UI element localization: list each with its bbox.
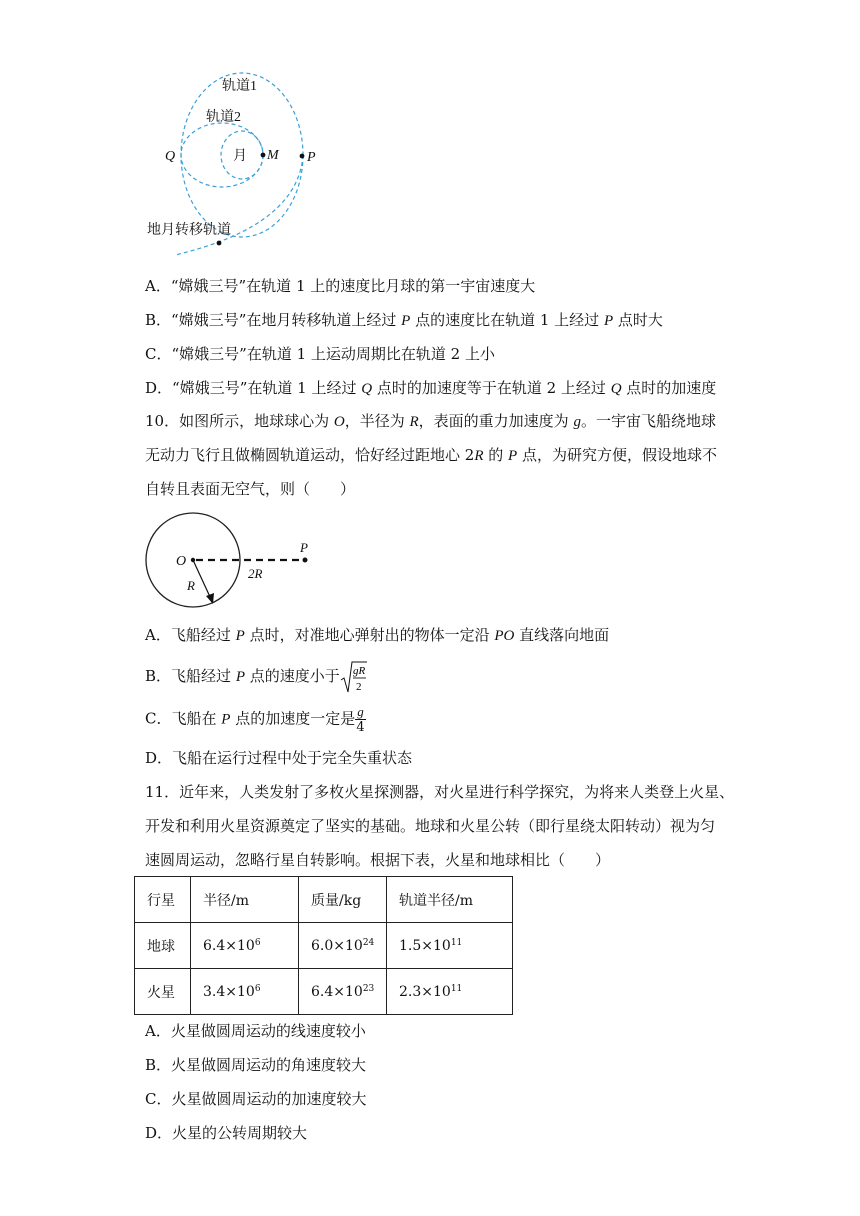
radius-r-label: R (187, 578, 195, 593)
orbit-1-label: 轨道1 (222, 79, 257, 94)
point-p-dot (300, 154, 305, 159)
point-p-label: P (300, 540, 308, 555)
planet-data-table (134, 876, 513, 1015)
point-p-label: P (307, 150, 316, 165)
point-q-label: Q (165, 149, 176, 164)
q9-option-a: A．“嫦娥三号”在轨道 1 上的速度比月球的第一宇宙速度大 (145, 277, 536, 295)
q10-option-c: C．飞船在 P 点的加速度一定是 $\frac{g}{4}$ (145, 704, 365, 735)
earth-diagram (140, 512, 325, 612)
q10-stem-line-2: 无动力飞行且做椭圆轨道运动，恰好经过距地心 2R 的 P 点，为研究方便，假设地球不 (145, 446, 717, 464)
transfer-orbit-path (175, 155, 303, 255)
point-m-label: M (267, 148, 279, 163)
lunar-orbit-diagram (140, 70, 340, 260)
q11-option-c: C．火星做圆周运动的加速度较大 (145, 1090, 367, 1108)
q11-stem-line-3: 速圆周运动，忽略行星自转影响。根据下表，火星和地球相比（ ） (145, 851, 611, 869)
q11-option-a: A．火星做圆周运动的线速度较小 (145, 1022, 366, 1040)
fraction-g-over-4: $\frac{g}{4}$ (356, 704, 365, 735)
sqrt-gr-over-2 (340, 660, 368, 694)
table-header-row: 行星 半径/m 质量/kg 轨道半径/m (135, 877, 513, 923)
q11-stem-line-2: 开发和利用火星资源奠定了坚实的基础。地球和火星公转（即行星绕太阳转动）视为匀 (145, 817, 716, 835)
point-m-dot (261, 153, 266, 158)
q10-option-a: A．飞船经过 P 点时，对准地心弹射出的物体一定沿 PO 直线落向地面 (145, 626, 610, 644)
orbit-2-label: 轨道2 (206, 110, 241, 125)
center-o-label: O (176, 554, 187, 569)
q11-option-d: D．火星的公转周期较大 (145, 1124, 308, 1142)
radius-arrow (193, 560, 211, 599)
table-row: 火星 $3.4\times 10^6$ $6.4\times 10^{23}$ $2.3\times 10^{11}$ (135, 969, 513, 1015)
q9-option-c: C．“嫦娥三号”在轨道 1 上运动周期比在轨道 2 上小 (145, 345, 495, 363)
moon-label: 月 (233, 149, 247, 164)
q9-option-d: D．“嫦娥三号”在轨道 1 上经过 Q 点时的加速度等于在轨道 2 上经过 Q 点时的加速度 (145, 379, 717, 397)
distance-2r-label: 2R (248, 566, 263, 581)
radius-arrowhead (206, 593, 214, 604)
svg-text:gR: gR (352, 665, 365, 677)
q10-stem-line-1: 10．如图所示，地球球心为 O，半径为 R，表面的重力加速度为 g。一宇宙飞船绕地球 (145, 412, 716, 430)
q10-option-d: D．飞船在运行过程中处于完全失重状态 (145, 749, 413, 767)
q9-option-b: B．“嫦娥三号”在地月转移轨道上经过 P 点的速度比在轨道 1 上经过 P 点时大 (145, 311, 663, 329)
q10-option-b: B．飞船经过 P 点的速度小于 gR 2 (145, 660, 368, 696)
transfer-orbit-label: 地月转移轨道 (147, 223, 231, 238)
q11-option-b: B．火星做圆周运动的角速度较大 (145, 1056, 367, 1074)
transfer-dot (217, 241, 222, 246)
svg-text:2: 2 (355, 681, 362, 693)
q10-stem-line-3: 自转且表面无空气，则（ ） (145, 480, 356, 498)
table-row: 地球 $6.4\times 10^6$ $6.0\times 10^{24}$ $1.5\times 10^{11}$ (135, 923, 513, 969)
point-p-dot (303, 558, 308, 563)
q11-stem-line-1: 11．近年来，人类发射了多枚火星探测器，对火星进行科学探究，为将来人类登上火星、 (145, 783, 735, 801)
